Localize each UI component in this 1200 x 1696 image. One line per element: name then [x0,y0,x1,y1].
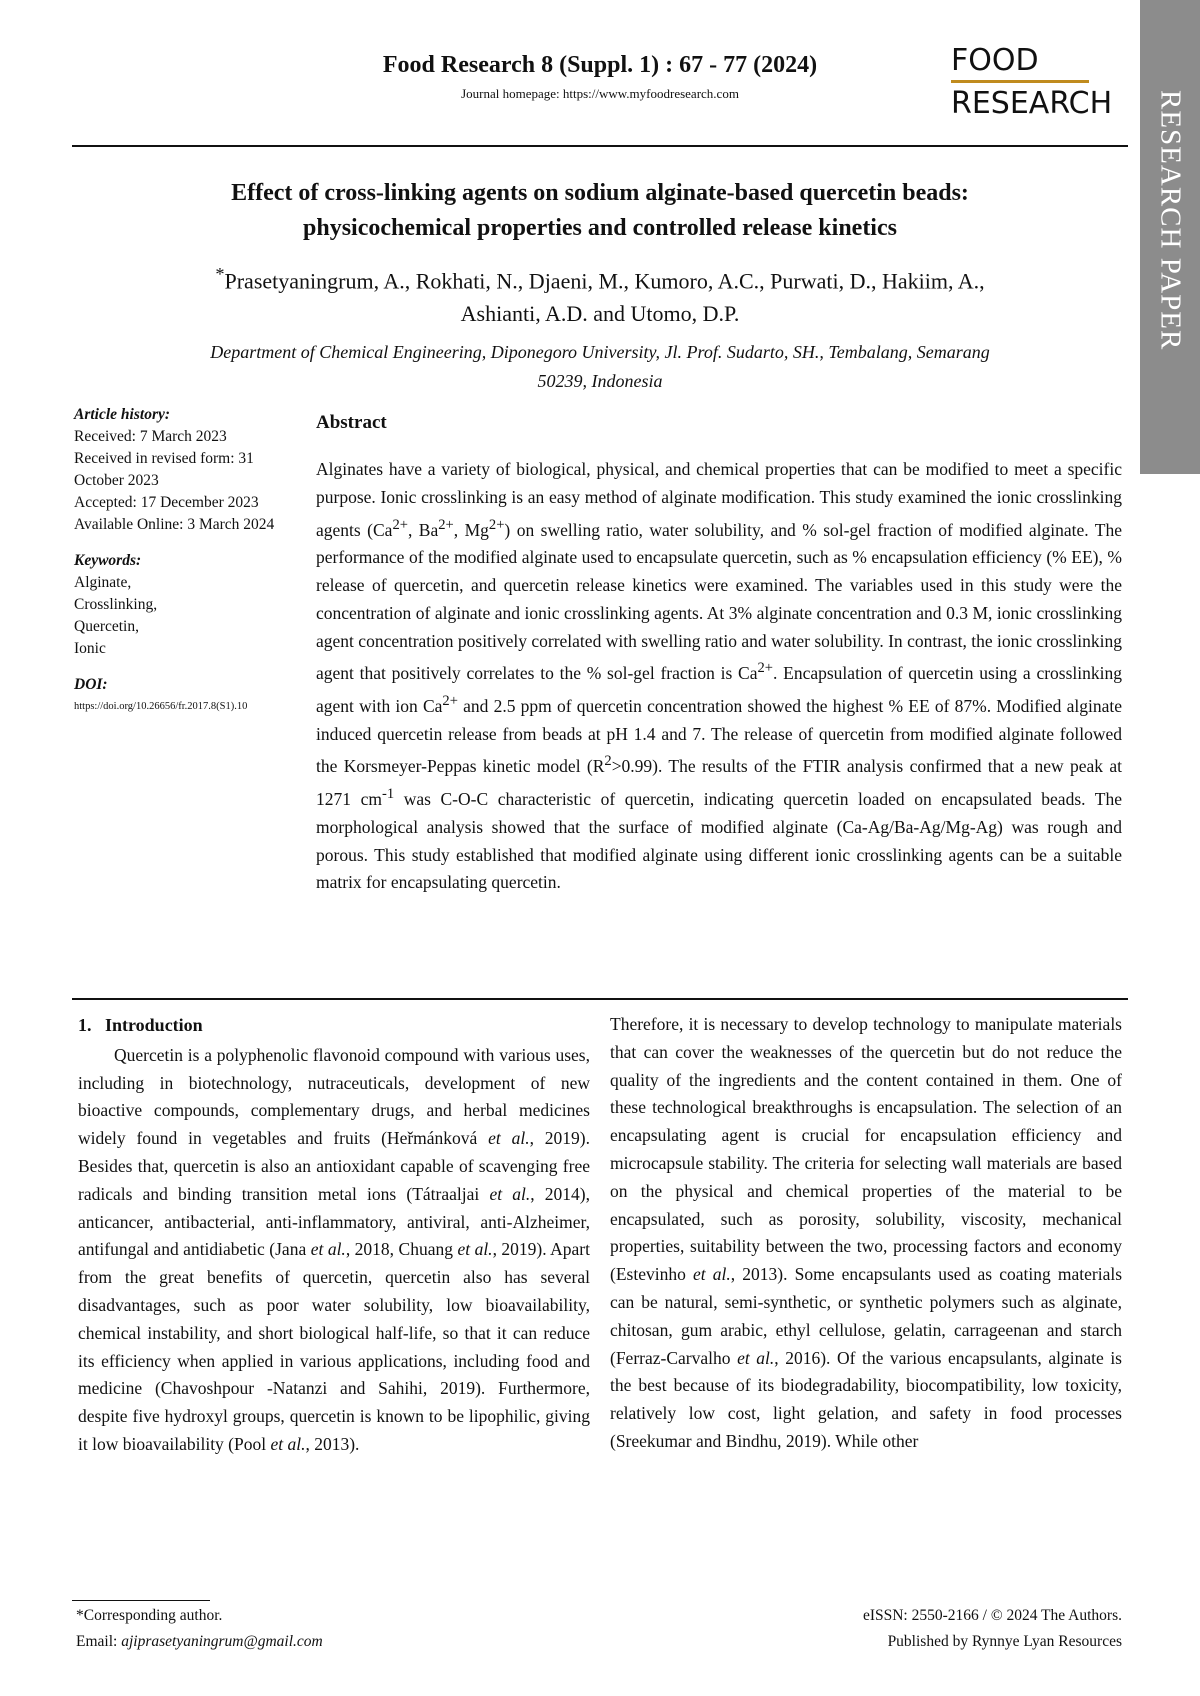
eissn: eISSN: 2550-2166 / © 2024 The Authors. [862,1607,1122,1624]
corresponding-mark: * [215,264,225,284]
received-date: Received: 7 March 2023 [74,428,227,445]
publisher: Published by Rynnye Lyan Resources [887,1633,1122,1650]
affiliation [110,338,1090,396]
body-column-left [78,1012,590,1459]
logo-line-2: RESEARCH [951,86,1113,121]
affiliation-line-1: Department of Chemical Engineering, Diponegoro University, Jl. Prof. Sudarto, SH., Tembalang, Semarang [210,342,990,362]
revised-date: Received in revised form: 31 October 2023 [74,450,254,489]
keyword: Crosslinking, [74,596,158,613]
keyword: Quercetin, [74,618,139,635]
title-line-2: physicochemical properties and controlled release kinetics [303,215,897,241]
accepted-date: Accepted: 17 December 2023 [74,494,259,511]
footnote [76,1603,323,1655]
intro-paragraph: Quercetin is a polyphenolic flavonoid compound with various uses, including in biotechnology, nutraceuticals, development of new bioactive compounds, complementary drugs, and herbal medicines widely found in vegetables and fruits (Heřmánková et al., 2019). Besides that, quercetin is also an antioxidant capable of scavenging free radicals and binding transition metal ions (Tátraaljai et al., 2014), anticancer, antibacterial, anti-inflammatory, antiviral, anti-Alzheimer, antifungal and antidiabetic (Jana et al., 2018, Chuang et al., 2019). Apart from the great benefits of quercetin, quercetin also has several disadvantages, such as poor water solubility, low bioavailability, chemical instability, and short biological half-life, so that it can reduce its efficiency when applied in various applications, including food and medicine (Chavoshpour -Natanzi and Sahihi, 2019). Furthermore, despite five hydroxyl groups, quercetin is known to be lipophilic, giving it low bioavailability (Pool et al., 2013). [78,1044,591,1454]
intro-paragraph-continued: Therefore, it is necessary to develop technology to manipulate materials that can cover the weaknesses of the quercetin but do not reduce the quality of the ingredients and the content contained in them. One of these technological breakthroughs is encapsulation. The selection of an encapsulating agent is crucial for encapsulation efficiency and microcapsule stability. The criteria for selecting wall materials are based on the physical and chemical properties of the material to be encapsulated, such as porosity, solubility, viscosity, mechanical properties, suitability between the two, processing factors and economy (Estevinho et al., 2013). Some encapsulants used as coating materials can be natural, semi-synthetic, or synthetic polymers such as alginate, chitosan, gum arabic, ethyl cellulose, gelatin, carrageenan and starch (Ferraz-Carvalho et al., 2016). Of the various encapsulants, alginate is the best because of its biodegradability, biocompatibility, low toxicity, relatively low cost, light gelation, and safety in food processes (Sreekumar and Bindhu, 2019). While other [610,1014,1123,1451]
article-title [110,176,1090,246]
journal-logo [951,44,1121,121]
logo-line-1: FOOD [951,43,1039,78]
doi-heading: DOI: [74,676,108,693]
publisher-info [863,1603,1122,1655]
header-rule [72,145,1128,147]
authors-line-2: Ashianti, A.D. and Utomo, D.P. [460,301,740,327]
abstract-rule [72,998,1128,1000]
corresponding-author-note: *Corresponding author. [76,1607,223,1624]
history-heading: Article history: [74,406,171,423]
journal-homepage: Journal homepage: https://www.myfoodresearch.com [461,86,739,101]
doi-link[interactable]: https://doi.org/10.26656/fr.2017.8(S1).10 [74,701,248,712]
author-list [110,258,1090,330]
body-column-right [610,1011,1122,1456]
research-paper-tab [1140,0,1200,474]
keyword: Ionic [74,640,106,657]
email-label: Email: [76,1633,122,1650]
authors-line-1: Prasetyaningrum, A., Rokhati, N., Djaeni, M., Kumoro, A.C., Purwati, D., Hakiim, A., [224,268,985,294]
keywords-heading: Keywords: [74,552,142,569]
section-heading-introduction: 1. Introduction [78,1015,203,1035]
abstract-heading: Abstract [316,412,387,433]
journal-citation: Food Research 8 (Suppl. 1) : 67 - 77 (2024) [382,52,818,78]
title-line-1: Effect of cross-linking agents on sodium alginate-based quercetin beads: [231,180,969,206]
footnote-rule [72,1600,210,1601]
email-link[interactable]: ajiprasetyaningrum@gmail.com [121,1633,323,1650]
keyword: Alginate, [74,574,132,591]
abstract-text: Alginates have a variety of biological, physical, and chemical properties that can be modified to meet a specific purpose. Ionic crosslinking is an easy method of alginate modification. This study examined the ionic crosslinking agents ($Ca^{2+}$, $Ba^{2+}$, $Mg^{2+}$) on swelling ratio, water solubility, and % sol-gel fraction of modified alginate. The performance of the modified alginate used to encapsulate quercetin, such as % encapsulation efficiency (% EE), % release of quercetin, and quercetin release kinetics were examined. The variables used in this study were the concentration of alginate and ionic crosslinking agents. At 3% alginate concentration and 0.3 M, ionic crosslinking agent concentration positively correlated with swelling ratio and water solubility. In contrast, the ionic crosslinking agent that positively correlates to the % sol-gel fraction is $Ca^{2+}$. Encapsulation of quercetin using a crosslinking agent with ion $Ca^{2+}$ and 2.5 ppm of quercetin concentration showed the highest % EE of 87%. Modified alginate induced quercetin release from beads at pH 1.4 and 7. The release of quercetin from modified alginate followed the Korsmeyer-Peppas kinetic model $(R^2>0.99)$. The results of the FTIR analysis confirmed that a new peak at 1271 $cm^{-1}$ was C-O-C characteristic of quercetin, indicating quercetin loaded on encapsulated beads. The morphological analysis showed that the surface of modified alginate (Ca-Ag/Ba-Ag/Mg-Ag) was rough and porous. This study established that modified alginate using different ionic crosslinking agents can be a suitable matrix for encapsulating quercetin. [316,459,1123,893]
online-date: Available Online: 3 March 2024 [74,516,275,533]
affiliation-line-2: 50239, Indonesia [537,371,663,391]
side-tab-label: RESEARCH PAPER [1154,90,1187,351]
article-info-sidebar [74,404,299,732]
logo-divider [951,80,1089,83]
